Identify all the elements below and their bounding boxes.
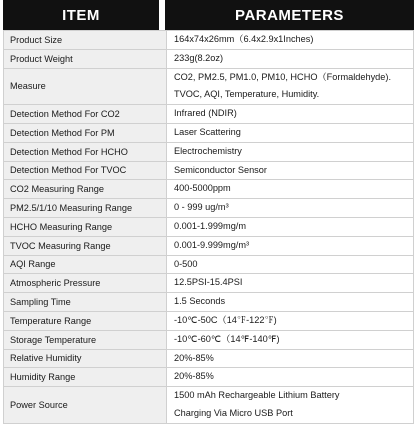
table-row — [4, 199, 414, 218]
row-value — [167, 255, 414, 274]
row-label: Storage Temperature — [4, 330, 167, 349]
row-label: Atmospheric Pressure — [4, 274, 167, 293]
row-value — [167, 161, 414, 180]
value-line: 0 - 999 ug/m³ — [174, 202, 229, 213]
table-row — [4, 123, 414, 142]
row-label: HCHO Measuring Range — [4, 217, 167, 236]
row-label: Product Weight — [4, 49, 167, 68]
table-row — [4, 105, 414, 124]
row-label: Detection Method For CO2 — [4, 105, 167, 124]
row-label: Measure — [4, 68, 167, 105]
row-value — [167, 49, 414, 68]
value-line: -10℃-60℃（14℉-140℉) — [174, 333, 280, 344]
value-line: 0.001-9.999mg/m³ — [174, 239, 250, 250]
row-value — [167, 142, 414, 161]
row-label: CO2 Measuring Range — [4, 180, 167, 199]
table-row — [4, 49, 414, 68]
parameters-column-header: PARAMETERS — [165, 0, 414, 30]
row-value — [167, 236, 414, 255]
spec-table — [3, 30, 414, 424]
table-row — [4, 349, 414, 368]
row-label: Detection Method For TVOC — [4, 161, 167, 180]
value-line: 1500 mAh Rechargeable Lithium Battery — [174, 390, 340, 401]
value-line: TVOC, AQI, Temperature, Humidity. — [174, 89, 320, 100]
row-value — [167, 123, 414, 142]
table-row — [4, 311, 414, 330]
item-column-header: ITEM — [3, 0, 159, 30]
row-value — [167, 330, 414, 349]
table-row — [4, 68, 414, 105]
row-label: Detection Method For PM — [4, 123, 167, 142]
row-value — [167, 274, 414, 293]
value-line: 0.001-1.999mg/m — [174, 220, 247, 231]
row-label: Relative Humidity — [4, 349, 167, 368]
table-row — [4, 387, 414, 424]
value-line: CO2, PM2.5, PM1.0, PM10, HCHO（Formaldehyde). — [174, 71, 391, 82]
row-value — [167, 349, 414, 368]
value-line: 1.5 Seconds — [174, 296, 226, 307]
row-label: Humidity Range — [4, 368, 167, 387]
row-value — [167, 68, 414, 105]
value-line: 0-500 — [174, 258, 198, 269]
table-row — [4, 293, 414, 312]
table-row — [4, 180, 414, 199]
row-value — [167, 293, 414, 312]
row-value — [167, 387, 414, 424]
row-label: Temperature Range — [4, 311, 167, 330]
table-row — [4, 368, 414, 387]
table-row — [4, 274, 414, 293]
value-line: 20%-85% — [174, 352, 214, 363]
row-value — [167, 31, 414, 50]
value-line: 400-5000ppm — [174, 183, 231, 194]
value-line: Electrochemistry — [174, 145, 242, 156]
value-line: 164x74x26mm（6.4x2.9x1Inches) — [174, 34, 314, 44]
row-value — [167, 105, 414, 124]
row-value — [167, 199, 414, 218]
row-value — [167, 311, 414, 330]
table-header — [3, 0, 414, 30]
table-row — [4, 236, 414, 255]
value-line: -10℃-50C（14℉-122℉) — [174, 314, 277, 325]
value-line: Infrared (NDIR) — [174, 108, 237, 119]
value-line: 233g(8.2oz) — [174, 52, 224, 63]
table-row — [4, 330, 414, 349]
value-line: 12.5PSI-15.4PSI — [174, 277, 243, 288]
row-value — [167, 180, 414, 199]
row-label: Detection Method For HCHO — [4, 142, 167, 161]
table-row — [4, 142, 414, 161]
row-label: Sampling Time — [4, 293, 167, 312]
value-line: 20%-85% — [174, 371, 214, 382]
value-line: Semiconductor Sensor — [174, 164, 267, 175]
table-row — [4, 31, 414, 50]
row-label: PM2.5/1/10 Measuring Range — [4, 199, 167, 218]
value-line: Laser Scattering — [174, 126, 241, 137]
table-row — [4, 217, 414, 236]
value-line: Charging Via Micro USB Port — [174, 407, 293, 418]
row-label: AQI Range — [4, 255, 167, 274]
row-label: TVOC Measuring Range — [4, 236, 167, 255]
row-value — [167, 368, 414, 387]
row-label: Power Source — [4, 387, 167, 424]
row-value — [167, 217, 414, 236]
row-label: Product Size — [4, 31, 167, 50]
table-row — [4, 161, 414, 180]
table-row — [4, 255, 414, 274]
